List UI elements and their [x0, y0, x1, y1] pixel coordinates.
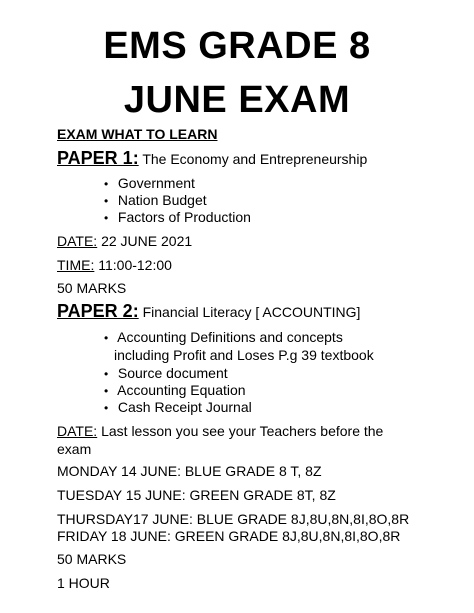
bullet-icon: •: [104, 401, 109, 415]
schedule-line: TUESDAY 15 JUNE: GREEN GRADE 8T, 8Z: [57, 487, 336, 503]
title-line-1: EMS GRADE 8: [103, 25, 371, 67]
bullet-icon: •: [104, 194, 109, 208]
paper1-topic-text: Factors of Production: [117, 209, 251, 225]
paper1-marks: 50 MARKS: [57, 280, 127, 296]
paper2-topic-item: [104, 398, 252, 417]
paper2-topic-text: Accounting Equation: [117, 382, 246, 398]
paper1-heading: [57, 149, 367, 168]
bullet-icon: •: [104, 384, 109, 398]
paper2-date: [57, 422, 383, 440]
paper2-duration: 1 HOUR: [57, 575, 110, 591]
paper2-topic-text: Source document: [117, 365, 228, 381]
paper2-topic-text: Accounting Definitions and concepts: [117, 329, 343, 345]
title-line-2: JUNE EXAM: [123, 79, 351, 121]
paper2-marks: 50 MARKS: [57, 551, 127, 567]
paper2-date-value: Last lesson you see your Teachers before the: [101, 423, 384, 439]
bullet-icon: •: [104, 331, 109, 345]
paper1-time: [57, 256, 172, 274]
schedule-line: FRIDAY 18 JUNE: GREEN GRADE 8J,8U,8N,8I,8O,8R: [57, 528, 401, 544]
bullet-icon: •: [104, 367, 109, 381]
paper2-topic-item: [104, 328, 343, 347]
bullet-icon: •: [104, 211, 109, 225]
paper2-label: PAPER 2:: [57, 301, 139, 321]
paper2-topic-continuation: including Profit and Loses P.g 39 textbook: [114, 347, 374, 363]
paper1-subject: The Economy and Entrepreneurship: [142, 151, 368, 167]
paper1-label: PAPER 1:: [57, 148, 139, 168]
paper2-heading: [57, 302, 360, 321]
paper2-topic-text: Cash Receipt Journal: [117, 399, 252, 415]
paper1-topic-text: Nation Budget: [117, 192, 207, 208]
paper2-date-continuation: exam: [57, 441, 92, 457]
paper1-date-value: 22 JUNE 2021: [101, 233, 193, 249]
paper1-time-value: 11:00-12:00: [98, 257, 172, 273]
paper2-date-label: DATE:: [57, 423, 98, 439]
paper1-time-label: TIME:: [57, 257, 95, 273]
schedule-line: THURSDAY17 JUNE: BLUE GRADE 8J,8U,8N,8I,8O,8R: [57, 511, 410, 527]
paper1-date-label: DATE:: [57, 233, 98, 249]
paper2-subject: Financial Literacy [ ACCOUNTING]: [142, 304, 361, 320]
section-heading: EXAM WHAT TO LEARN: [57, 126, 218, 142]
paper1-topic-text: Government: [117, 175, 195, 191]
paper1-date: [57, 232, 192, 250]
schedule-line: MONDAY 14 JUNE: BLUE GRADE 8 T, 8Z: [57, 463, 322, 479]
paper1-topic-item: [104, 208, 251, 227]
bullet-icon: •: [104, 177, 109, 191]
